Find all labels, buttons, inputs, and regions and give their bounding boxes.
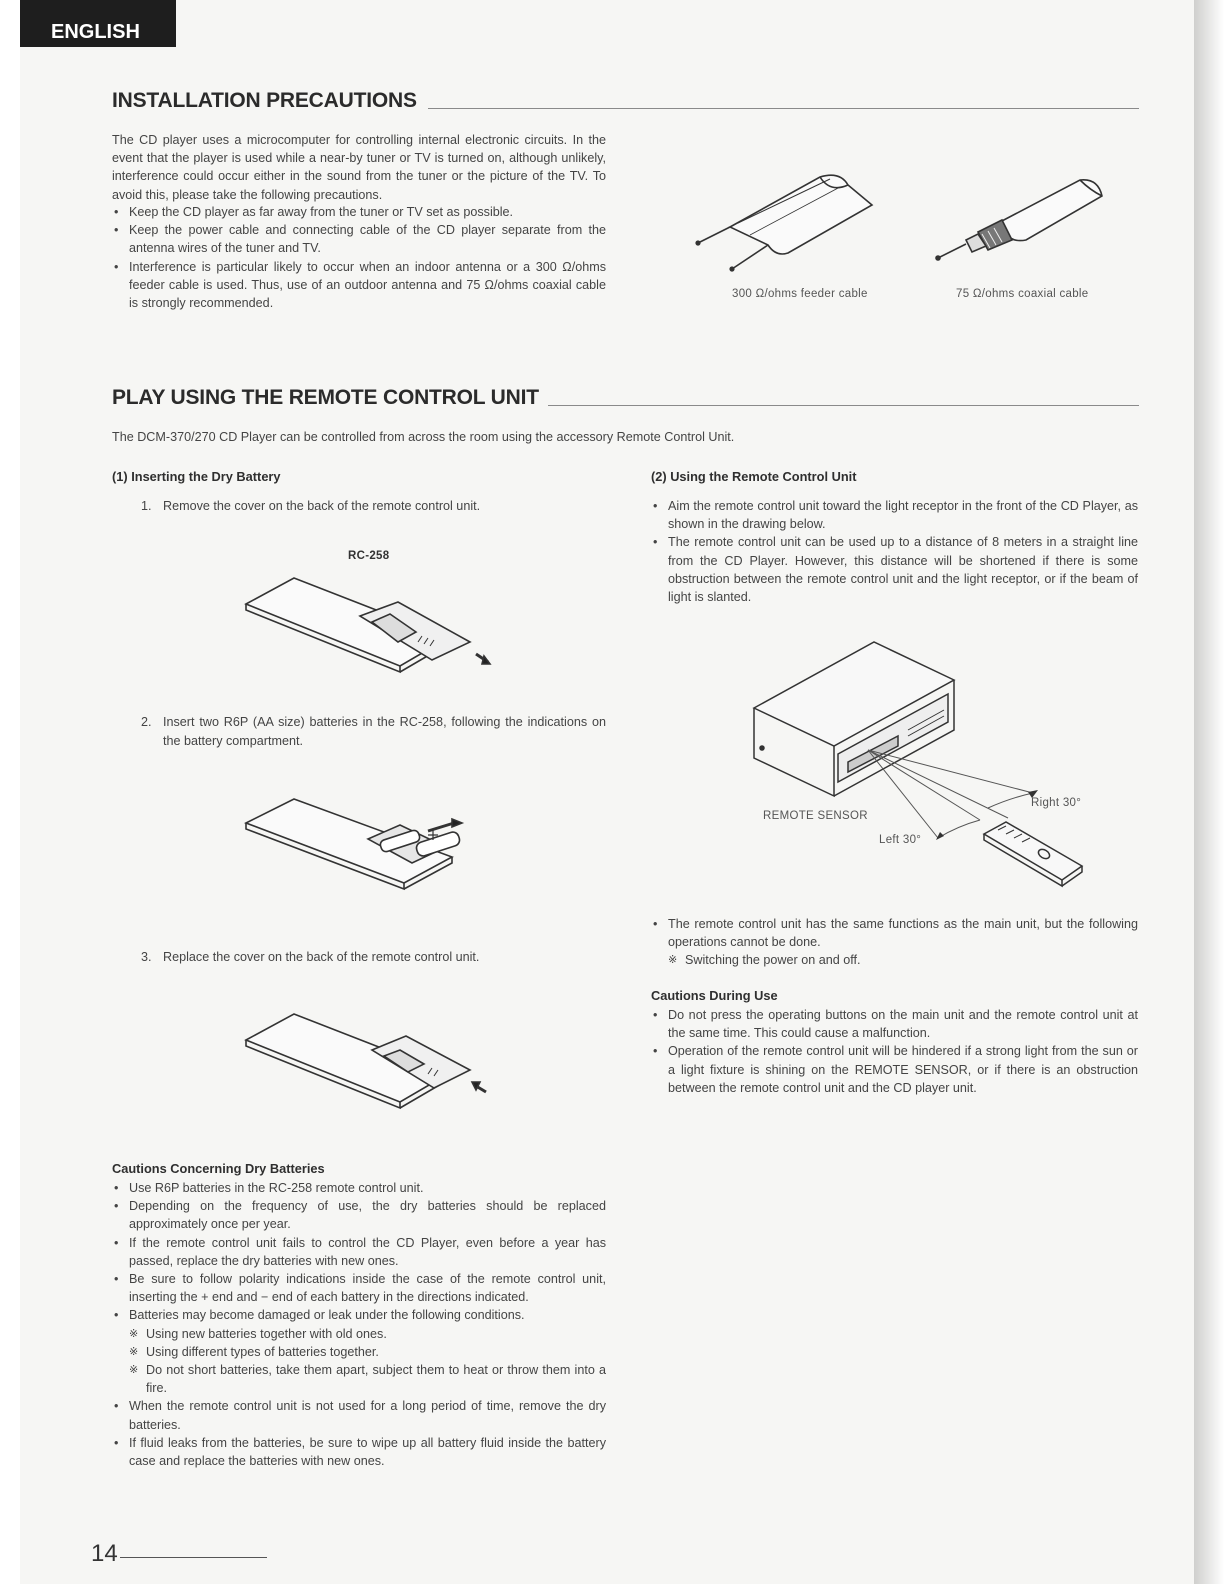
use-cautions-heading: Cautions During Use — [651, 988, 778, 1003]
list-item-text: The remote control unit has the same functions as the main unit, but the following operations cannot be done. — [668, 917, 1138, 950]
list-item: • If the remote control unit fails to control the CD Player, even before a year has passed, replace the dry batteries with new ones. — [112, 1234, 606, 1270]
page-number-rule — [120, 1557, 267, 1558]
remote-cover-replace-illustration — [240, 1008, 500, 1118]
installation-intro: The CD player uses a microcomputer for controlling internal electronic circuits. In the event that the player is used while a near-by tuner or TV is turned on, although unlikely, interference could occur either in the sound from the tuner or the picture of the TV. To avoid this, please take the following precautions. — [112, 133, 606, 202]
list-item: • Use R6P batteries in the RC-258 remote control unit. — [112, 1179, 606, 1197]
coaxial-cable-illustration — [930, 170, 1110, 270]
step-text: Insert two R6P (AA size) batteries in the RC-258, following the indications on the battery compartment. — [163, 715, 606, 748]
list-item: • When the remote control unit is not used for a long period of time, remove the dry batteries. — [112, 1397, 606, 1433]
remote-intro: The DCM-370/270 CD Player can be controlled from across the room using the accessory Remote Control Unit. — [112, 430, 735, 444]
step-number: 3. — [141, 950, 152, 964]
list-item — [112, 1306, 606, 1397]
step-text: Replace the cover on the back of the remote control unit. — [163, 950, 480, 964]
installation-bullets — [112, 203, 606, 312]
list-item-text: Batteries may become damaged or leak under the following conditions. — [129, 1308, 525, 1323]
conditions-list — [129, 1325, 606, 1398]
step-2 — [141, 713, 606, 750]
list-item: • Aim the remote control unit toward the light receptor in the front of the CD Player, as shown in the drawing below. — [651, 497, 1138, 533]
use-cautions-list — [651, 1006, 1138, 1097]
list-item: • Interference is particular likely to occur when an indoor antenna or a 300 Ω/ohms feeder cable is used. Thus, use of an outdoor antenna and 75 Ω/ohms coaxial cable is strongly recommended. — [112, 258, 606, 313]
step-3 — [141, 948, 606, 967]
functions-note-list — [651, 915, 1138, 970]
sub-item: ※ Do not short batteries, take them apart, subject them to heat or throw them into a fire. — [129, 1361, 606, 1397]
step-text: Remove the cover on the back of the remote control unit. — [163, 499, 481, 513]
inserting-battery-heading: (1) Inserting the Dry Battery — [112, 469, 281, 484]
page-number: 14 — [91, 1540, 118, 1567]
list-item: • Keep the CD player as far away from the tuner or TV set as possible. — [112, 203, 606, 221]
list-item: • Operation of the remote control unit will be hindered if a strong light from the sun or a light fixture is shining on the REMOTE SENSOR, or if there is an obstruction between the remote control unit and the CD player unit. — [651, 1042, 1138, 1097]
step-number: 2. — [141, 715, 152, 729]
remote-sensor-label: REMOTE SENSOR — [763, 810, 868, 822]
using-remote-heading: (2) Using the Remote Control Unit — [651, 469, 857, 484]
remote-cover-removal-illustration — [240, 570, 500, 682]
remote-battery-insertion-illustration — [240, 795, 480, 895]
list-item — [651, 915, 1138, 970]
right-angle-label: Right 30° — [1031, 797, 1082, 809]
model-label: RC-258 — [348, 550, 390, 562]
sub-item: ※ Using new batteries together with old ones. — [129, 1325, 606, 1343]
cd-player-sensor-illustration — [748, 638, 1098, 888]
language-tab: ENGLISH — [20, 0, 176, 47]
list-item: • Keep the power cable and connecting cable of the CD player separate from the antenna wires of the tuner and TV. — [112, 221, 606, 257]
list-item: • Do not press the operating buttons on the main unit and the remote control unit at the same time. This could cause a malfunction. — [651, 1006, 1138, 1042]
left-angle-label: Left 30° — [879, 834, 922, 846]
sub-item: ※ Using different types of batteries together. — [129, 1343, 606, 1361]
list-item: • The remote control unit can be used up to a distance of 8 meters in a straight line from the CD Player. However, this distance will be shortened if there is some obstruction between the remote control unit and the light receptor, or if the beam of light is slanted. — [651, 533, 1138, 606]
remote-title: PLAY USING THE REMOTE CONTROL UNIT — [112, 386, 539, 409]
sub-item: ※ Switching the power on and off. — [668, 951, 1138, 969]
installation-title: INSTALLATION PRECAUTIONS — [112, 89, 417, 112]
feeder-cable-label: 300 Ω/ohms feeder cable — [732, 288, 868, 300]
feeder-cable-illustration — [690, 165, 890, 277]
list-item: • Depending on the frequency of use, the dry batteries should be replaced approximately once per year. — [112, 1197, 606, 1233]
list-item: • Be sure to follow polarity indications inside the case of the remote control unit, inserting the + end and − end of each battery in the directions indicated. — [112, 1270, 606, 1306]
battery-cautions-heading: Cautions Concerning Dry Batteries — [112, 1161, 325, 1176]
coaxial-cable-label: 75 Ω/ohms coaxial cable — [956, 288, 1089, 300]
using-remote-bullets — [651, 497, 1138, 606]
list-item: • If fluid leaks from the batteries, be sure to wipe up all battery fluid inside the battery case and replace the batteries with new ones. — [112, 1434, 606, 1470]
page-edge-shadow — [1194, 0, 1224, 1584]
installation-title-rule — [428, 108, 1139, 109]
step-number: 1. — [141, 499, 152, 513]
step-1 — [141, 497, 606, 516]
remote-title-rule — [548, 405, 1139, 406]
battery-cautions-list — [112, 1179, 606, 1470]
functions-exceptions — [668, 951, 1138, 969]
